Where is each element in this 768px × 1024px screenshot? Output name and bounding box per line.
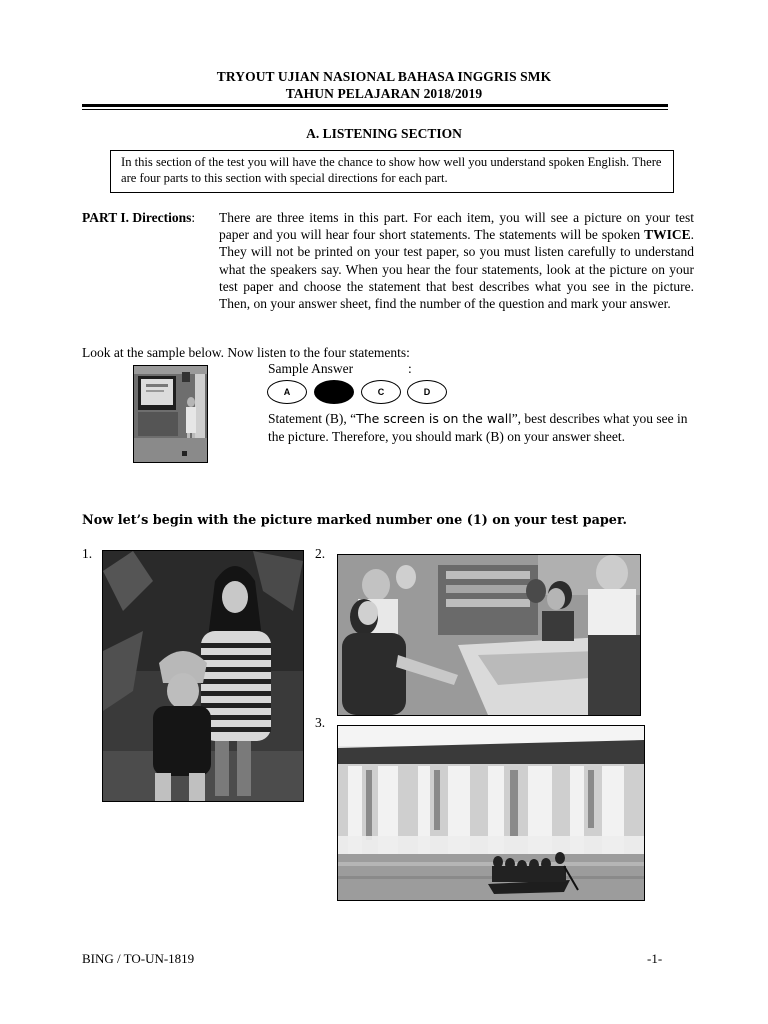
sample-picture [133,365,208,463]
answer-bubble-b-filled [314,380,354,404]
document-title-line2: TAHUN PELAJARAN 2018/2019 [285,86,483,101]
twice-emphasis: TWICE [644,227,691,243]
begin-instruction: Now let’s begin with the picture marked number one (1) on your test paper. [82,513,627,528]
section-intro-box [110,150,674,193]
answer-bubble-a: A [267,380,307,404]
sample-intro: Look at the sample below. Now listen to the four statements: [82,345,410,360]
sample-answer-colon: : [408,361,412,376]
picture-number-3: 3. [315,715,326,730]
picture-3-waterfall-boat [337,725,645,901]
sample-statement: Statement (B), “The screen is on the wall”, best describes what you see in the picture. Therefore, you should mark (B) on your answer sheet. [268,411,688,444]
section-heading: A. LISTENING SECTION [306,126,462,141]
picture-number-1: 1. [82,546,93,561]
answer-bubble-d: D [407,380,447,404]
footer-document-code: BING / TO-UN-1819 [82,951,195,966]
answer-bubble-c: C [361,380,401,404]
section-intro-text: In this section of the test you will have the chance to show how well you understand spoken English. There are four parts to this section with special directions for each part. [121,155,662,185]
picture-2-deli-counter [337,554,641,716]
sample-answer-label: Sample Answer [268,361,354,376]
picture-number-2: 2. [315,546,326,561]
footer-page-number: -1- [647,951,663,966]
part1-directions: There are three items in this part. For each item, you will see a picture on your test paper and you will hear four short statements. The statements will be spoken TWICE. They will not be printed on your test paper, so you must listen carefully to understand what the speakers say. When you hear the four statements, look at the picture on your test paper and choose the statement that best describes what you see in the picture. Then, on your answer sheet, find the number of the question and mark your answer. [219,210,694,312]
picture-1-two-girls [102,550,304,802]
document-title-line1: TRYOUT UJIAN NASIONAL BAHASA INGGRIS SMK [216,69,552,84]
part1-label: PART I. Directions: [82,210,196,225]
header-rule-thin [82,109,668,110]
header-rule-thick [82,104,668,107]
